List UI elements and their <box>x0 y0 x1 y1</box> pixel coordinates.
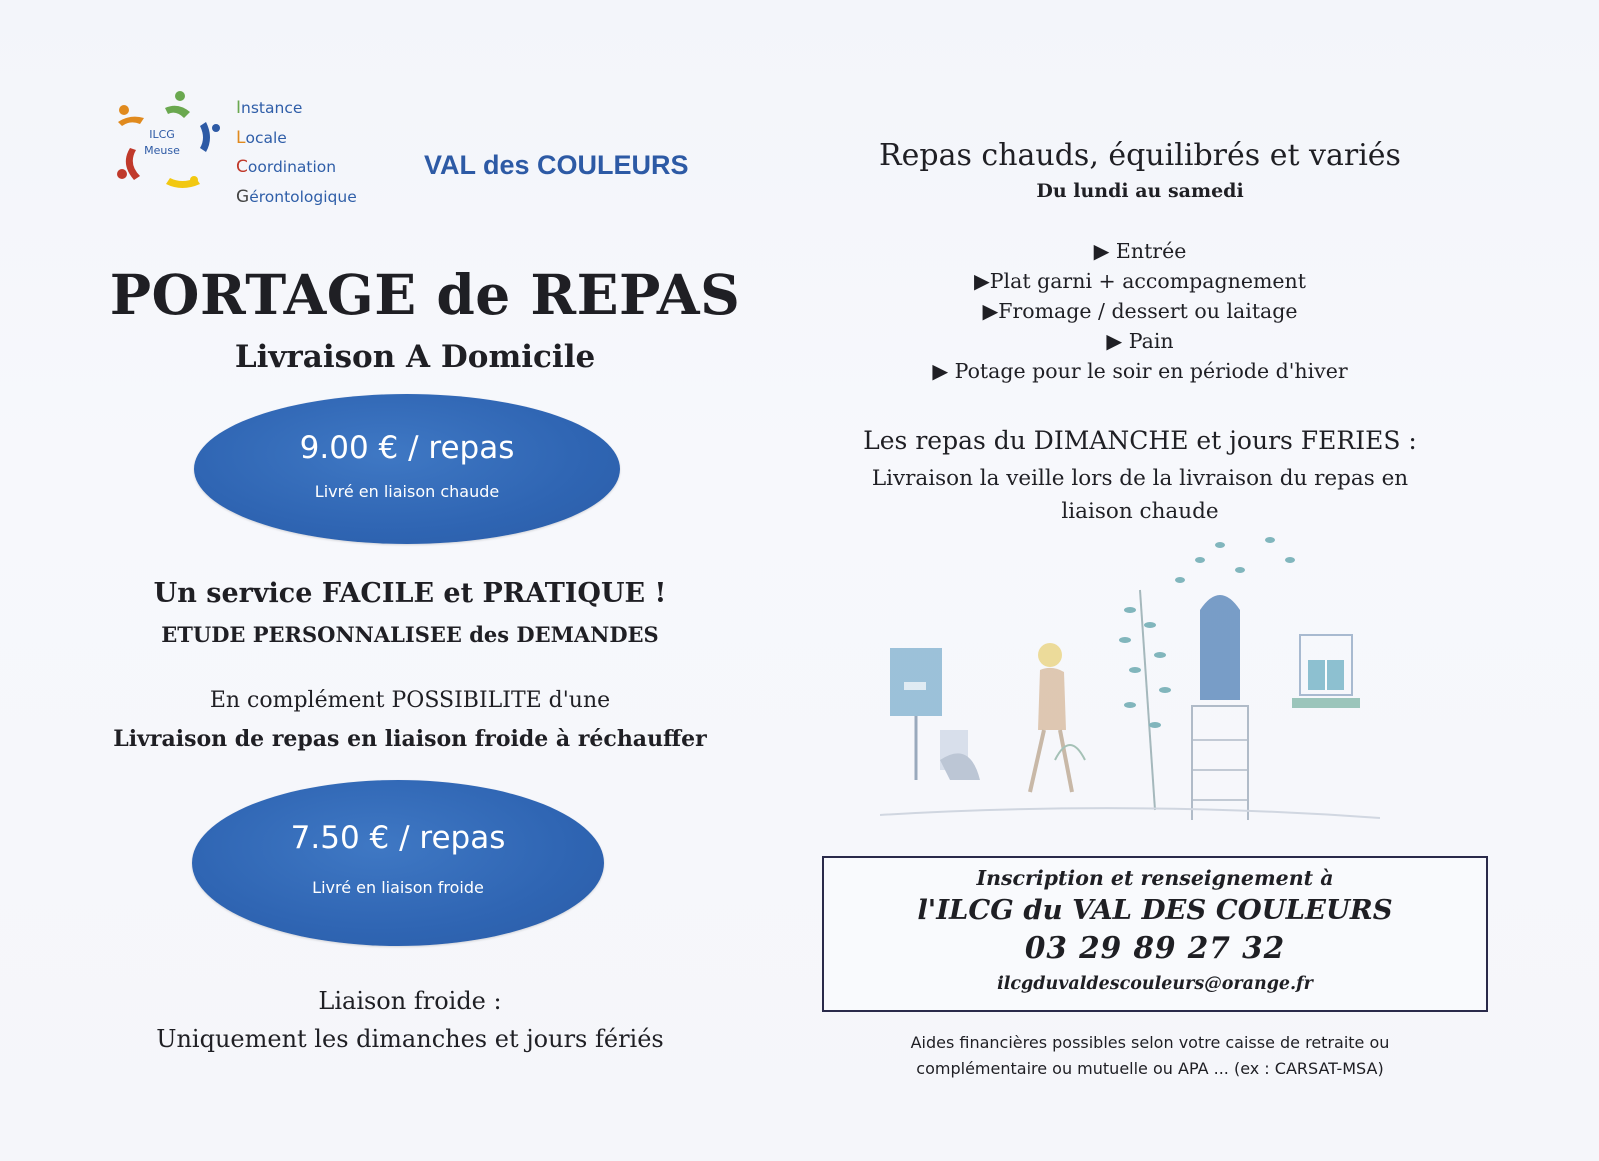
menu-list <box>860 236 1420 386</box>
complement-text: En complément POSSIBILITE d'une <box>209 688 611 713</box>
logo-word-instance: Instance <box>236 98 303 118</box>
triangle-bullet-icon: ▶ <box>1093 239 1116 263</box>
hot-meal-note: Livré en liaison chaude <box>314 482 500 501</box>
hot-meal-price-badge <box>194 394 620 544</box>
financial-aid-note: Aides financières possibles selon votre caisse de retraite ou complémentaire ou mutuelle ou APA ... (ex : CARSAT-MSA) <box>910 1033 1390 1078</box>
liaison-froide-block <box>90 982 730 1058</box>
menu-item: ▶ Pain <box>1106 329 1174 353</box>
logo-badge-line1: ILCG <box>149 128 175 141</box>
meals-days: Du lundi au samedi <box>1036 180 1244 202</box>
logo-badge-line2: Meuse <box>144 144 180 157</box>
liaison-froide-title: Liaison froide : <box>318 987 502 1015</box>
sunday-title: Les repas du DIMANCHE et jours FERIES : <box>863 426 1417 455</box>
val-des-couleurs-title: VAL des COULEURS <box>424 150 689 180</box>
etude-heading: ETUDE PERSONNALISEE des DEMANDES <box>161 622 659 647</box>
contact-box <box>822 856 1488 1012</box>
menu-item: ▶ Potage pour le soir en période d'hiver <box>932 359 1348 383</box>
service-heading: Un service FACILE et PRATIQUE ! <box>153 578 667 609</box>
logo-wordmark <box>236 94 357 212</box>
sunday-text: Livraison la veille lors de la livraison du repas en liaison chaude <box>871 466 1409 524</box>
page-title: PORTAGE de REPAS <box>109 262 741 327</box>
house-illustration <box>880 530 1380 830</box>
page-subtitle: Livraison A Domicile <box>234 339 596 375</box>
cold-meal-note: Livré en liaison froide <box>312 878 484 897</box>
menu-item: ▶ Entrée <box>1093 239 1187 263</box>
contact-intro: Inscription et renseignement à <box>976 866 1334 890</box>
contact-phone[interactable]: 03 29 89 27 32 <box>1024 930 1286 965</box>
triangle-bullet-icon: ▶ <box>974 269 990 293</box>
menu-item: ▶Fromage / dessert ou laitage <box>982 299 1298 323</box>
cold-meal-price: 7.50 € / repas <box>290 820 506 856</box>
triangle-bullet-icon: ▶ <box>1106 329 1129 353</box>
logo-word-gerontologique: Gérontologique <box>236 186 357 207</box>
menu-item: ▶Plat garni + accompagnement <box>974 269 1306 293</box>
hot-meal-price: 9.00 € / repas <box>299 430 515 466</box>
liaison-froide-text: Uniquement les dimanches et jours fériés <box>156 1025 664 1053</box>
meals-title: Repas chauds, équilibrés et variés <box>879 138 1401 173</box>
ilcg-logo <box>110 88 220 198</box>
triangle-bullet-icon: ▶ <box>932 359 955 383</box>
cold-meal-price-badge <box>192 780 604 946</box>
logo-word-coordination: Coordination <box>236 157 337 177</box>
cold-delivery-text: Livraison de repas en liaison froide à réchauffer <box>113 726 707 752</box>
contact-email[interactable]: ilcgduvaldescouleurs@orange.fr <box>997 974 1313 994</box>
triangle-bullet-icon: ▶ <box>982 299 999 323</box>
contact-organization: l'ILCG du VAL DES COULEURS <box>917 894 1393 926</box>
logo-word-locale: Locale <box>236 127 287 148</box>
